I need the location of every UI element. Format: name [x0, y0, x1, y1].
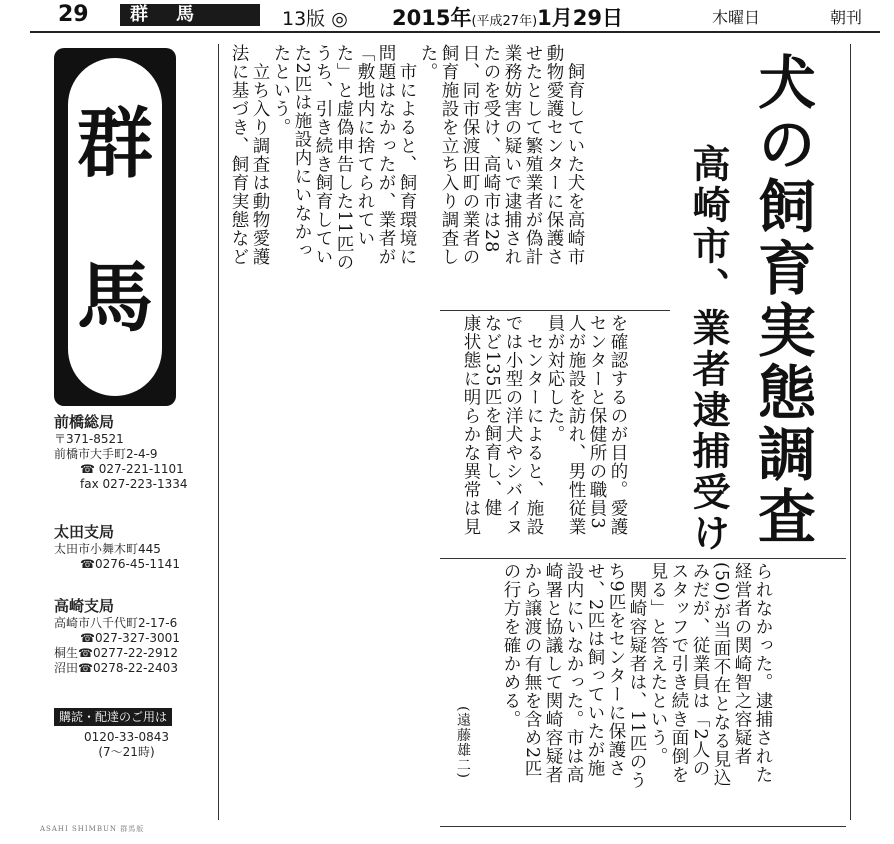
edition-number: 13版 ◎	[282, 8, 348, 30]
page-number: 29	[58, 2, 89, 27]
bureau-name: 前橋総局	[54, 413, 115, 431]
bureau-name: 太田支局	[54, 523, 115, 541]
subscription-notice: 購読・配達のご用は	[54, 708, 172, 726]
section-label: 群馬	[120, 4, 260, 26]
bureau-phone: ☎ 027-221-1101	[80, 462, 184, 476]
emblem-char-bottom: 馬	[77, 253, 153, 342]
publication-date: 2015年(平成27年)1月29日	[392, 6, 623, 30]
weekday-label: 木曜日	[712, 8, 761, 27]
subscription-number: 0120-33-0843	[84, 730, 170, 744]
bureau-phone: ☎027-327-3001	[80, 631, 180, 645]
section-emblem	[54, 48, 176, 406]
subscription-hours: (7〜21時)	[98, 745, 155, 759]
bureau-address: 高崎市八千代町2-17-6	[54, 616, 178, 630]
section-sidebar	[46, 44, 196, 834]
article-block-main: 飼育していた犬を高崎市 動物愛護センターに保護さ せたとして繁殖業者が偽計 業務妨害の疑いで逮捕され たのを受け、高崎市は28 日、同市保渡田町の業者の 飼育施設を立ち入り調査し た。 市によると、飼育環境に 問題はなかったが、業者が 「敷地内に捨てられてい た」と虚偽申告した11匹の うち、引き続き飼育してい た2匹は施設内にいなかっ たという。 立ち入り調査は動物愛護 法に基づき、飼育実態など	[229, 44, 585, 272]
article-block-middle: を確認するのが目的。愛護 センターと保健所の職員3 人が施設を訪れ、男性従業 員が対応した。 センターによると、施設 では小型の洋犬やシバイヌ など135匹を飼育し、健 康状態に明らかな異常は見	[461, 314, 628, 536]
article-block-lower: られなかった。逮捕された 経営者の関崎智之容疑者 (50)が当面不在となる見込 みだが、従業員は「2人の スタッフで引き続き面倒を 見る」と答えたという。 関崎容疑者は、11匹のう ち9匹をセンターに保護さ せ、2匹は飼っていたが施 設内にいなかった。市は高 崎署と協議して関崎容疑者 から譲渡の有無を含め2匹 の行方を確かめる。	[501, 562, 773, 790]
article-bottom-rule	[440, 826, 846, 827]
bureau-ota	[54, 522, 180, 572]
column-rule-left	[218, 44, 219, 820]
bureau-address: 太田市小舞木町445	[54, 542, 161, 556]
header-rule	[30, 31, 880, 33]
block-divider-lower	[440, 558, 846, 559]
page-header	[0, 0, 894, 30]
article-headline: 犬の飼育実態調査	[748, 52, 816, 548]
bureau-name: 高崎支局	[54, 597, 115, 615]
bureau-maebashi	[54, 412, 188, 492]
bureau-address: 前橋市大手町2-4-9	[54, 447, 158, 461]
edition-type: 朝刊	[830, 8, 863, 27]
subscription-phone	[84, 730, 169, 760]
bureau-fax: fax 027-223-1334	[80, 477, 188, 491]
bureau-postal: 〒371-8521	[54, 432, 124, 446]
article-byline: (遠藤雄二)	[455, 706, 471, 779]
article-subheadline: 高崎市、業者逮捕受け	[686, 144, 730, 554]
footer-text: ASAHI SHIMBUN 群馬版	[40, 825, 145, 833]
column-rule-right	[850, 44, 851, 820]
bureau-phone: ☎0276-45-1141	[80, 557, 180, 571]
emblem-char-top: 群	[77, 99, 153, 188]
bureau-kiryu-phone: 桐生☎0277-22-2912	[54, 646, 178, 660]
bureau-numata-phone: 沼田☎0278-22-2403	[54, 661, 178, 675]
block-divider-upper	[440, 310, 670, 311]
bureau-takasaki	[54, 596, 180, 676]
